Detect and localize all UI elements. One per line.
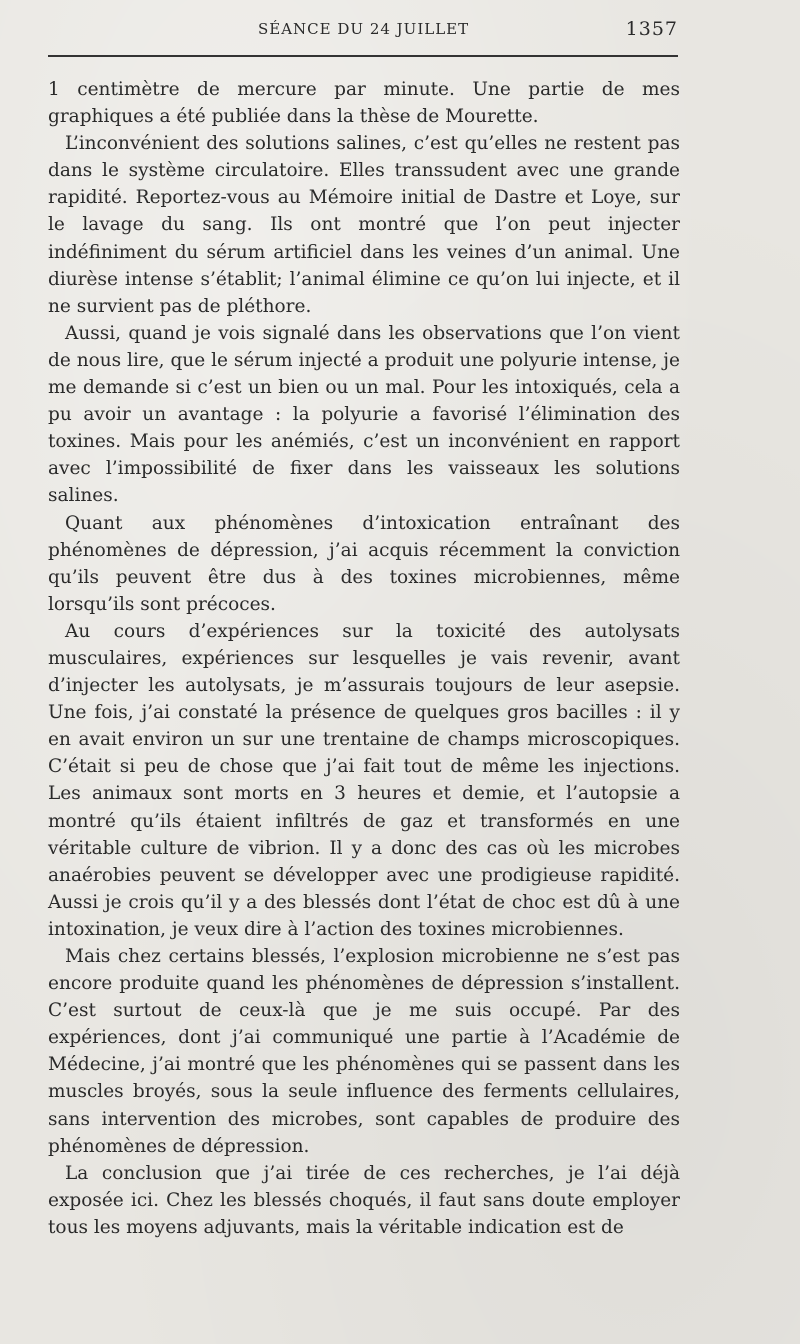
paragraph: Aussi, quand je vois signalé dans les observations que l’on vient de nous lire, que le sérum injecté a produit une polyurie intense, je me demande si c’est un bien ou un mal. Pour les intoxiqués, cela a pu avoir un avantage : la polyurie a favorisé l’élimination des toxines. Mais pour les anémiés, c’est un inconvénient en rapport avec l’impossibilité de fixer dans les vaisseaux les solutions salines. — [48, 322, 680, 507]
paragraph: Mais chez certains blessés, l’explosion microbienne ne s’est pas encore produite quand les phénomènes de dépression s’installent. C’est surtout de ceux-là que je me suis occupé. Par des expériences, dont j’ai communiqué une partie à l’Académie de Médecine, j’ai montré que les phénomènes qui se passent dans les muscles broyés, sous la seule influence des ferments cellulaires, sans intervention des microbes, sont capables de produire des phénomènes de dépression. — [48, 946, 680, 1157]
paragraph: Quant aux phénomènes d’intoxication entraînant des phénomènes de dépression, j’ai acquis récemment la conviction qu’ils peuvent être dus à des toxines microbiennes, même lorsqu’ils sont précoces. — [48, 512, 680, 615]
paragraph: 1 centimètre de mercure par minute. Une partie de mes graphiques a été publiée dans la thèse de Mourette. — [48, 79, 680, 128]
header-rule — [48, 55, 678, 57]
paragraph: La conclusion que j’ai tirée de ces recherches, je l’ai déjà exposée ici. Chez les blessés choqués, il faut sans doute employer tous les moyens adjuvants, mais la véritable indication est de — [48, 1162, 680, 1238]
body-text — [48, 76, 680, 1241]
header-title: SÉANCE DU 24 JUILLET — [258, 20, 470, 38]
page-number: 1357 — [625, 18, 678, 40]
running-header — [48, 18, 680, 42]
paragraph: L’inconvénient des solutions salines, c’est qu’elles ne restent pas dans le système circulatoire. Elles transsudent avec une grande rapidité. Reportez-vous au Mémoire initial de Dastre et Loye, sur le lavage du sang. Ils ont montré que l’on peut injecter indéfiniment du sérum artificiel dans les veines d’un animal. Une diurèse intense s’établit; l’animal élimine ce qu’on lui injecte, et il ne survient pas de pléthore. — [48, 133, 680, 317]
paragraph: Au cours d’expériences sur la toxicité des autolysats musculaires, expériences sur lesquelles je vais revenir, avant d’injecter les autolysats, je m’assurais toujours de leur asepsie. Une fois, j’ai constaté la présence de quelques gros bacilles : il y en avait environ un sur une trentaine de champs microscopiques. C’était si peu de chose que j’ai fait tout de même les injections. Les animaux sont morts en 3 heures et demie, et l’autopsie a montré qu’ils étaient infiltrés de gaz et transformés en une véritable culture de vibrion. Il y a donc des cas où les microbes anaérobies peuvent se développer avec une prodigieuse rapidité. Aussi je crois qu’il y a des blessés dont l’état de choc est dû à une intoxination, je veux dire à l’action des toxines microbiennes. — [48, 620, 680, 940]
